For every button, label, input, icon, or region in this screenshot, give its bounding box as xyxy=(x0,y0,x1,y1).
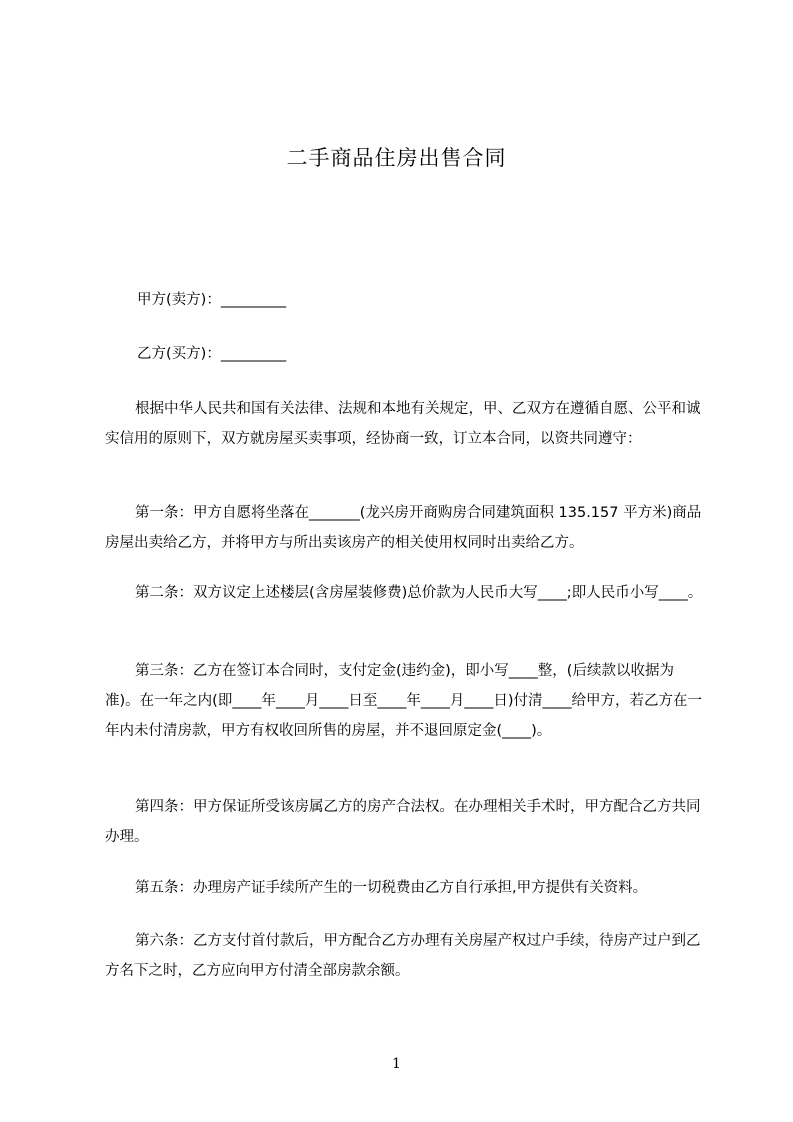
article-3: 第三条：乙方在签订本合同时，支付定金(违约金)，即小写____整，(后续款以收据为准)。在一年之内(即____年____月____日至____年____月____日)付清____给甲方，若乙方在一年内未付清房款，甲方有权收回所售的房屋，并不退回原定金(____)。 xyxy=(105,663,702,739)
article-4: 第四条：甲方保证所受该房属乙方的房产合法权。在办理相关手术时，甲方配合乙方共同办理。 xyxy=(105,799,701,845)
party-a-line: 甲方(卖方)：_________ xyxy=(137,292,287,308)
article-5: 第五条：办理房产证手续所产生的一切税费由乙方自行承担,甲方提供有关资料。 xyxy=(135,880,648,896)
article-2: 第二条：双方议定上述楼层(含房屋装修费)总价款为人民币大写____;即人民币小写____。 xyxy=(135,585,703,601)
page-number: 1 xyxy=(392,1056,401,1072)
article-6: 第六条：乙方支付首付款后，甲方配合乙方办理有关房屋产权过户手续，待房产过户到乙方名下之时，乙方应向甲方付清全部房款余额。 xyxy=(105,933,701,979)
article-1: 第一条：甲方自愿将坐落在_______(龙兴房开商购房合同建筑面积 135.157 平方米)商品房屋出卖给乙方，并将甲方与所出卖该房产的相关使用权同时出卖给乙方。 xyxy=(105,505,702,551)
preamble-paragraph: 根据中华人民共和国有关法律、法规和本地有关规定，甲、乙双方在遵循自愿、公平和诚实信用的原则下，双方就房屋买卖事项，经协商一致，订立本合同，以资共同遵守： xyxy=(105,401,701,447)
party-b-line: 乙方(买方)：_________ xyxy=(137,346,287,362)
document-title: 二手商品住房出售合同 xyxy=(286,146,507,170)
